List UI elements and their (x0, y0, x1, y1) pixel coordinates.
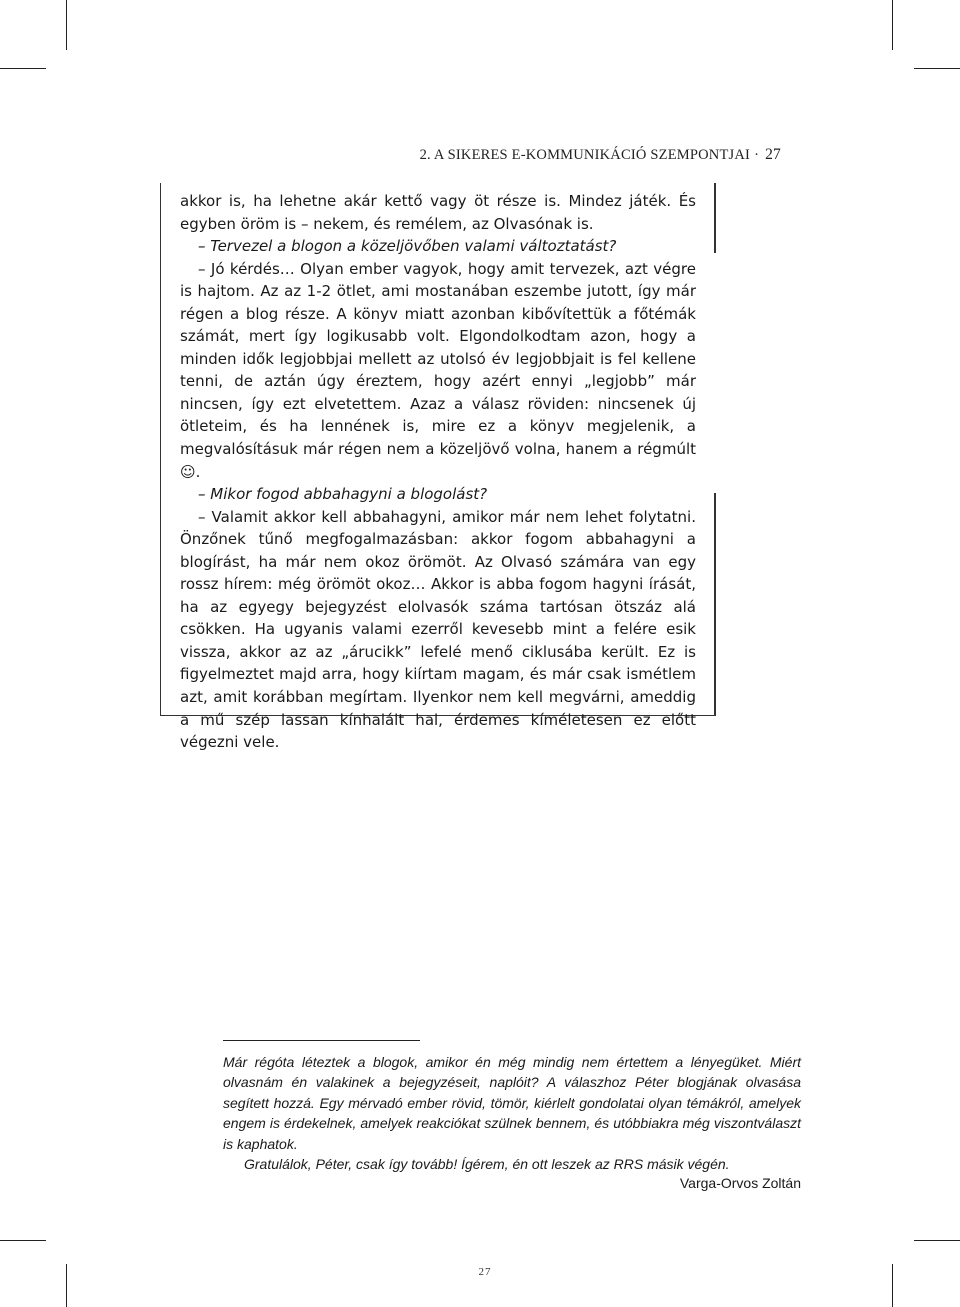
crop-mark-bottom-left (66, 1264, 67, 1307)
crop-mark-top-left (66, 0, 67, 50)
signature: Varga-Orvos Zoltán (679, 1175, 801, 1191)
interview-answer: – Jó kérdés… Olyan ember vagyok, hogy amit tervezek, azt végre is hajtom. Az az 1-2 ötlet, ami mostanában eszembe jutott, így már régen a blog része. A könyv miatt azonban kibővítettük a főtémák számát, mert így logikusabb volt. Elgondolkodtam azon, hogy a minden idők legjobbjai mellett az utolsó év legjobbjait is fel kellene tenni, de aztán úgy éreztem, hogy azért ennyi „legjobb” már nincsen, így ezt elvetettem. Azaz a válasz röviden: nincsenek új ötleteim, és ha lennének is, mire ez a könyv megjelenik, a megvalósításuk már régen nem a közeljövő volna, hanem a régmúlt ☺. (180, 259, 696, 481)
interview-text (180, 190, 696, 754)
box-right-edge-bottom (714, 493, 716, 715)
interview-question: – Tervezel a blogon a közeljövőben valami változtatást? (198, 237, 617, 256)
chapter-title: 2. A SIKERES E-KOMMUNIKÁCIÓ SZEMPONTJAI (419, 147, 751, 163)
footnote-paragraph: Gratulálok, Péter, csak így tovább! Ígérem, én ott leszek az RRS másik végén. (244, 1156, 730, 1173)
footnote-paragraph: Már régóta léteztek a blogok, amikor én még mindig nem értettem a lényegüket. Miért olvasnám én valakinek a bejegyzéseit, naplóit? A válaszhoz Péter blogjának olvasása segített hozzá. Egy mérvadó ember rövid, tömör, kiérlelt gondolatai olyan témákról, amelyek engem is érdekelnek, amelyek reakciókat szülnek bennem, és utóbbiakra még viszontválaszt is kaphatok. (223, 1054, 801, 1152)
crop-mark-top-right-h (914, 68, 960, 69)
crop-mark-bottom-right (892, 1264, 893, 1307)
running-header (0, 146, 781, 164)
crop-mark-top-left-h (0, 68, 46, 69)
crop-mark-bottom-left-h (0, 1240, 46, 1241)
footnote (223, 1052, 801, 1174)
crop-mark-top-right (892, 0, 893, 50)
folio-page-number: 27 (478, 1266, 492, 1278)
interview-question: – Mikor fogod abbahagyni a blogolást? (198, 485, 488, 504)
crop-mark-bottom-right-h (914, 1240, 960, 1241)
interview-paragraph: akkor is, ha lehetne akár kettő vagy öt része is. Mindez játék. És egyben öröm is – nekem, és remélem, az Olvasónak is. (180, 192, 696, 233)
header-page-number: 27 (765, 146, 781, 163)
footnote-rule (223, 1040, 420, 1041)
interview-answer: – Valamit akkor kell abbahagyni, amikor már nem lehet folytatni. Önzőnek tűnő megfogalmazásban: akkor fogom abbahagyni a blogírást, ha már nem okoz örömöt. Az Olvasó számára van egy rossz hírem: még örömöt okoz… Akkor is abba fogom hagyni írását, ha az egyegy bejegyzést elolvasók száma tartósan ötszáz alá csökken. Ha ugyanis valami ezerről kevesebb mint a felére esik vissza, akkor az az „árucikk” lefelé menő ciklusába került. Ez is figyelmeztet majd arra, hogy kiírtam magam, és már csak ismétlem azt, amit korábban megírtam. Ilyenkor nem kell megvárni, ameddig a mű szép lassan kínhalált hal, érdemes kíméletesen ez előtt végezni vele. (180, 507, 696, 752)
box-right-edge-top (714, 183, 716, 253)
header-separator: · (754, 147, 760, 163)
